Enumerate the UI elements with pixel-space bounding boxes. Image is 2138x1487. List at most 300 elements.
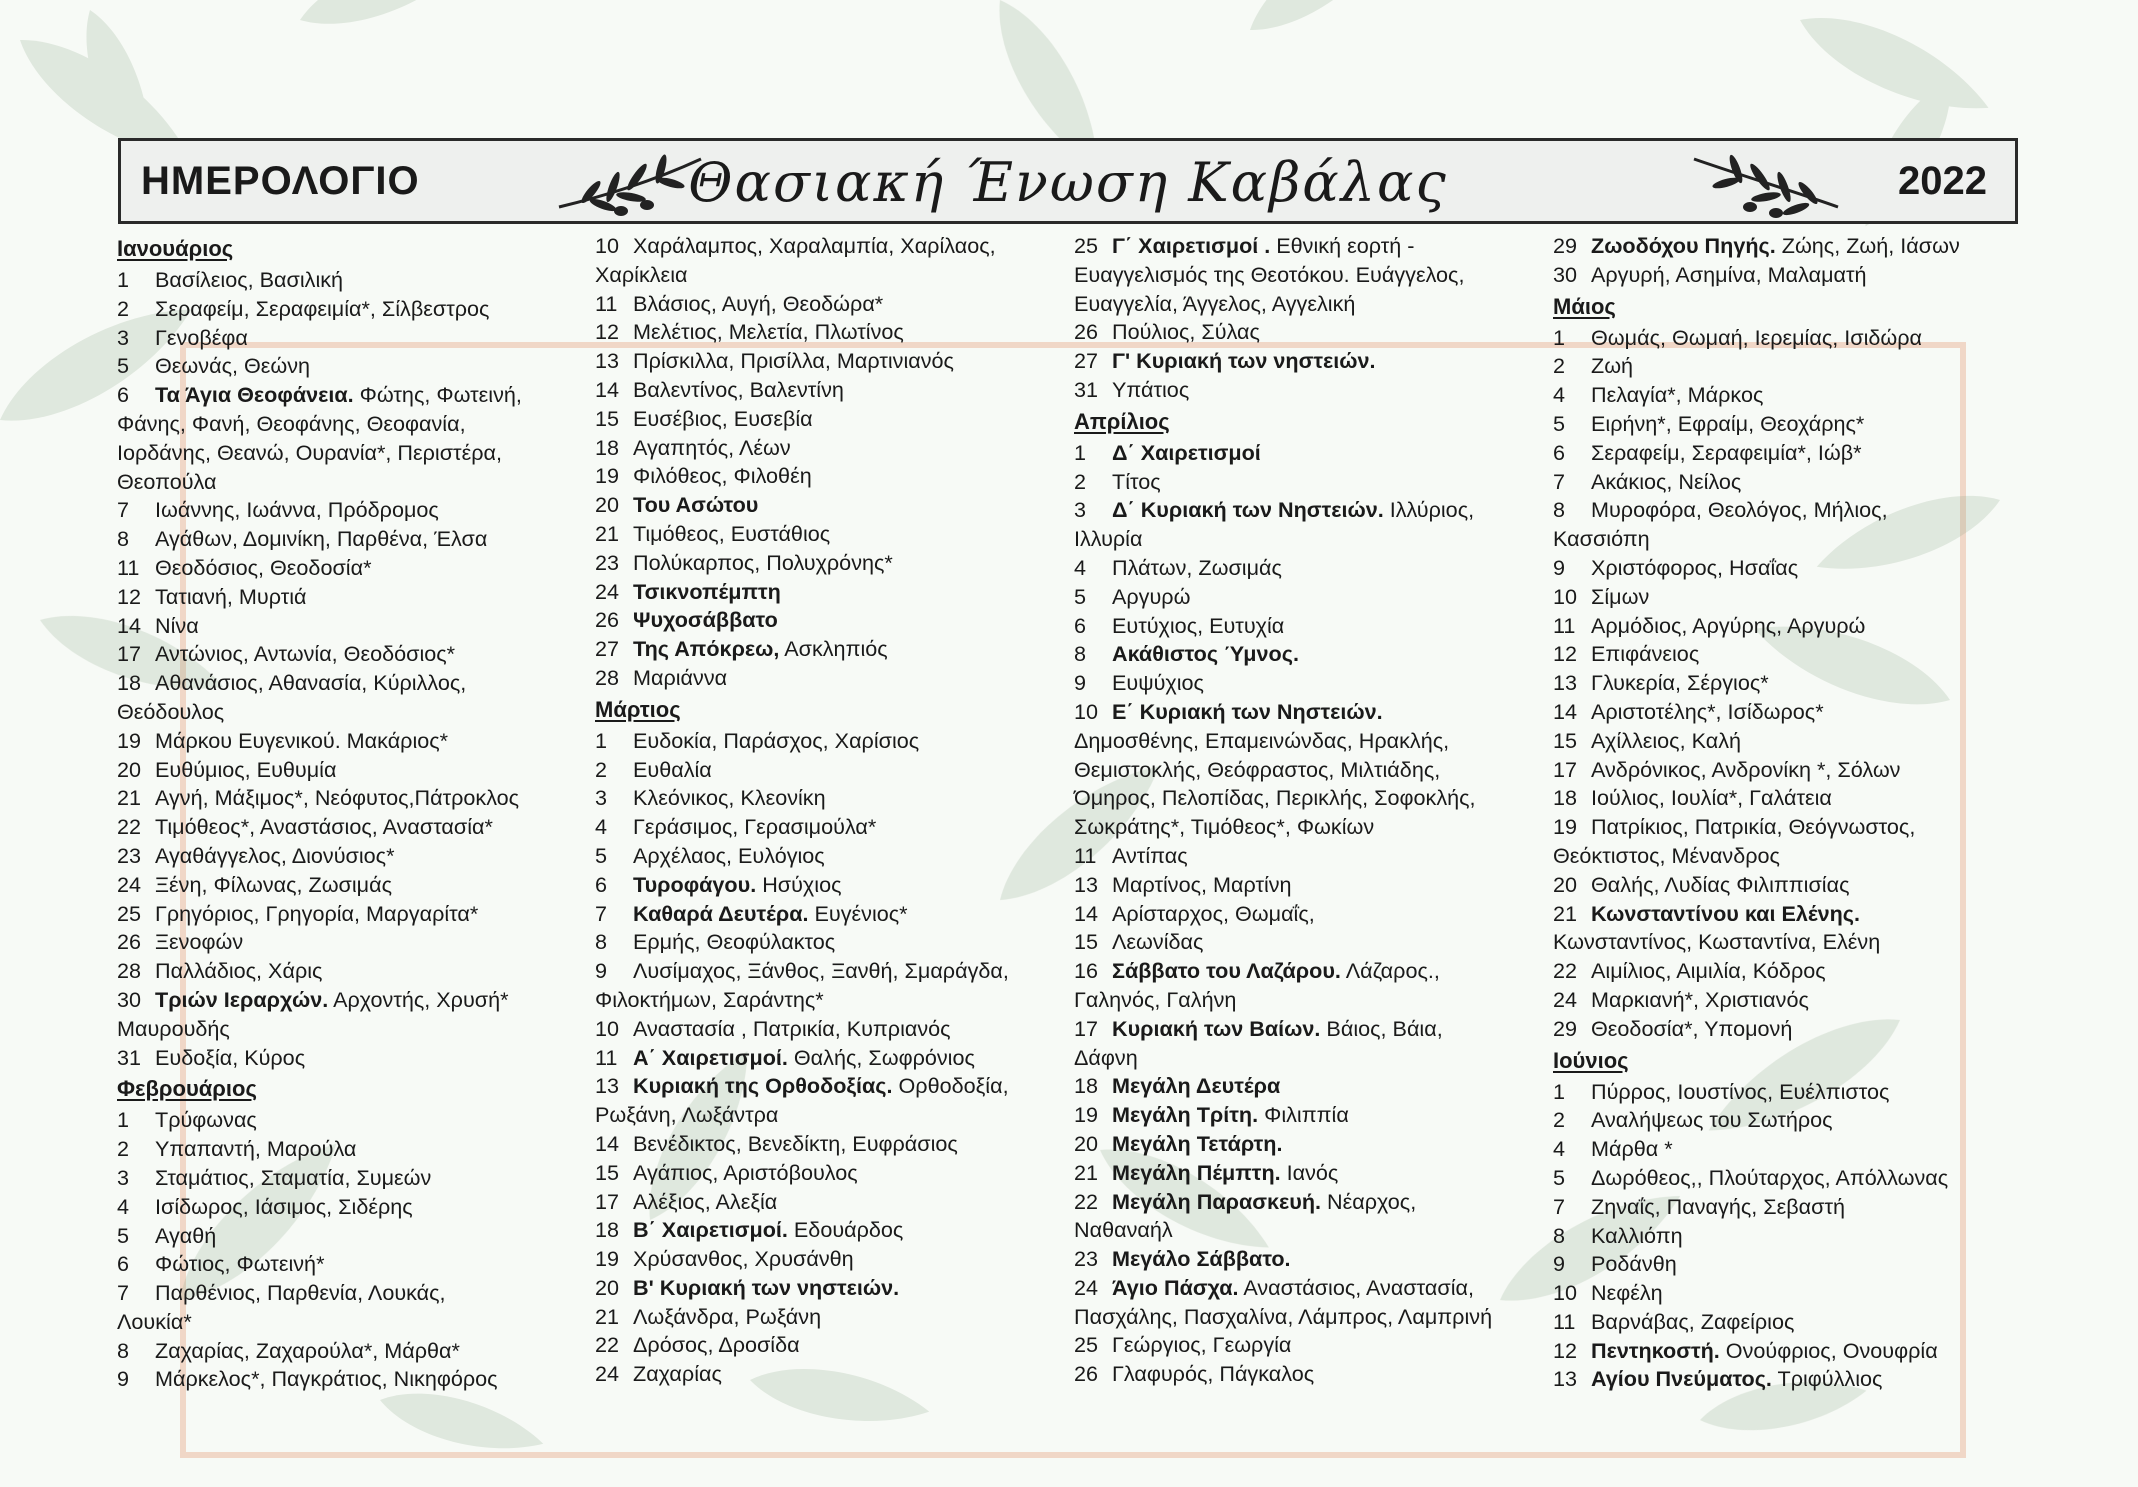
nameday-entry xyxy=(1074,727,1554,756)
names-text: Πρίσκιλλα, Πρισίλλα, Μαρτινιανός xyxy=(633,348,954,374)
names-text: Θεωνάς, Θεώνη xyxy=(155,353,311,379)
names-text: Δάφνη xyxy=(1074,1044,1138,1070)
nameday-entry xyxy=(1553,612,2033,641)
day-number: 1 xyxy=(1553,324,1566,350)
nameday-entry xyxy=(117,496,597,525)
day-number: 20 xyxy=(1553,871,1578,897)
nameday-entry xyxy=(1553,727,2033,756)
nameday-entry xyxy=(1553,439,2033,468)
calendar-label: ΗΜΕΡΟΛΟΓΙΟ xyxy=(141,159,420,203)
nameday-entry xyxy=(1074,1360,1554,1389)
names-text: Αντώνιος, Αντωνία, Θεοδόσιος* xyxy=(155,641,456,667)
day-number: 19 xyxy=(1074,1102,1099,1128)
names-text: Ευθύμιος, Ευθυμία xyxy=(155,756,337,782)
names-text: Ισίδωρος, Ιάσιμος, Σιδέρης xyxy=(155,1193,413,1219)
day-number: 6 xyxy=(1553,439,1566,465)
feast-name: Του Ασώτου xyxy=(633,492,759,518)
names-text: Επιφάνειος xyxy=(1591,641,1700,667)
names-text: Δημοσθένης, Επαμεινώνδας, Ηρακλής, xyxy=(1074,727,1450,753)
day-number: 13 xyxy=(1553,670,1578,696)
names-text: Ζωή xyxy=(1591,353,1634,379)
nameday-entry xyxy=(595,347,1075,376)
names-text: Γλαφυρός, Πάγκαλος xyxy=(1112,1361,1315,1387)
nameday-entry xyxy=(595,756,1075,785)
feast-name: Ζωοδόχου Πηγής. xyxy=(1591,233,1776,258)
names-text: Μαριάννα xyxy=(633,664,728,690)
nameday-entry xyxy=(1074,525,1554,554)
day-number: 15 xyxy=(595,405,620,431)
day-number: 1 xyxy=(117,267,130,292)
nameday-entry xyxy=(117,1250,597,1279)
nameday-entry xyxy=(1074,957,1554,986)
nameday-entry xyxy=(595,434,1075,463)
names-text: Αιμίλιος, Αιμιλία, Κόδρος xyxy=(1591,958,1826,984)
names-text: Ασκληπιός xyxy=(779,636,888,662)
feast-name: Ακάθιστος Ύμνος. xyxy=(1112,641,1299,667)
day-number: 15 xyxy=(1074,929,1099,955)
names-text: Θωμάς, Θωμαή, Ιερεμίας, Ισιδώρα xyxy=(1591,324,1923,350)
day-number: 7 xyxy=(117,1280,130,1306)
day-number: 15 xyxy=(595,1159,620,1185)
nameday-entry xyxy=(595,1130,1075,1159)
names-text: Αγαθή xyxy=(155,1222,217,1248)
nameday-entry xyxy=(595,1101,1075,1130)
day-number: 18 xyxy=(595,1217,620,1243)
day-number: 27 xyxy=(595,636,620,662)
day-number: 20 xyxy=(595,1274,620,1300)
names-text: Πύρρος, Ιουστίνος, Ευέλπιστος xyxy=(1591,1078,1890,1104)
feast-name: Καθαρά Δευτέρα. xyxy=(633,900,809,926)
names-text: Τρύφωνας xyxy=(155,1107,257,1133)
names-text: Βαλεντίνος, Βαλεντίνη xyxy=(633,376,844,402)
day-number: 14 xyxy=(117,612,142,638)
day-number: 11 xyxy=(595,290,618,316)
day-number: 5 xyxy=(595,842,608,868)
nameday-entry xyxy=(595,578,1075,607)
names-text: Εθνική εορτή - xyxy=(1270,233,1415,258)
nameday-entry xyxy=(1074,232,1554,261)
names-text: Ζώης, Ζωή, Ιάσων xyxy=(1775,233,1960,258)
nameday-entry xyxy=(595,784,1075,813)
names-text: Τριφύλλιος xyxy=(1771,1366,1883,1392)
nameday-entry xyxy=(1074,1130,1554,1159)
feast-name: Γ΄ Χαιρετισμοί . xyxy=(1112,233,1271,258)
nameday-entry xyxy=(117,1015,597,1044)
feast-name: Κυριακή της Ορθοδοξίας. xyxy=(633,1073,893,1099)
nameday-entry xyxy=(1074,439,1554,468)
feast-name: Δ΄ Χαιρετισμοί xyxy=(1112,439,1261,465)
names-text: Λάζαρος., xyxy=(1340,958,1440,984)
nameday-entry xyxy=(595,1274,1075,1303)
names-text: Ησύχιος xyxy=(756,871,842,897)
names-text: Κασσιόπη xyxy=(1553,526,1650,552)
nameday-entry xyxy=(1553,1015,2033,1044)
day-number: 9 xyxy=(1074,670,1087,696)
names-text: Αναστάσιος, Αναστασία, xyxy=(1238,1274,1474,1300)
day-number: 3 xyxy=(117,1164,130,1190)
names-text: Φιλοκτήμων, Σαράντης* xyxy=(595,986,824,1012)
nameday-entry xyxy=(117,640,597,669)
nameday-entry xyxy=(1074,698,1554,727)
names-text: Φιλόθεος, Φιλοθέη xyxy=(633,463,812,489)
nameday-entry xyxy=(595,842,1075,871)
nameday-entry xyxy=(1553,928,2033,957)
day-number: 17 xyxy=(117,641,142,667)
nameday-entry xyxy=(1074,318,1554,347)
nameday-entry xyxy=(117,1222,597,1251)
names-text: Θεοπούλα xyxy=(117,468,217,494)
day-number: 28 xyxy=(595,664,620,690)
nameday-entry xyxy=(1553,496,2033,525)
nameday-entry xyxy=(1553,232,2033,261)
nameday-entry xyxy=(595,376,1075,405)
day-number: 21 xyxy=(1553,900,1578,926)
day-number: 17 xyxy=(1074,1015,1099,1041)
day-number: 23 xyxy=(117,842,142,868)
names-text: Εδουάρδος xyxy=(787,1217,904,1243)
nameday-entry xyxy=(1074,1044,1554,1073)
day-number: 3 xyxy=(1074,497,1087,523)
names-text: Βενέδικτος, Βενεδίκτη, Ευφράσιος xyxy=(633,1130,958,1156)
day-number: 21 xyxy=(595,520,620,546)
day-number: 8 xyxy=(1553,1222,1566,1248)
day-number: 2 xyxy=(595,756,608,782)
feast-name: Ε΄ Κυριακή των Νηστειών. xyxy=(1112,698,1383,724)
nameday-entry xyxy=(1553,1106,2033,1135)
nameday-entry xyxy=(1074,496,1554,525)
names-text: Χαρίκλεια xyxy=(595,261,688,287)
nameday-entry xyxy=(1074,640,1554,669)
nameday-entry xyxy=(117,439,597,468)
day-number: 24 xyxy=(117,871,142,897)
nameday-entry xyxy=(117,1106,597,1135)
nameday-entry xyxy=(595,520,1075,549)
names-text: Μαυρουδής xyxy=(117,1015,230,1041)
day-number: 6 xyxy=(117,382,130,408)
feast-name: Γ' Κυριακή των νηστειών. xyxy=(1112,348,1376,374)
day-number: 21 xyxy=(117,785,142,811)
names-text: Ξενοφών xyxy=(155,929,244,955)
nameday-entry xyxy=(1553,381,2033,410)
names-text: Σεραφείμ, Σεραφειμία*, Σίλβεστρος xyxy=(155,295,490,321)
calendar-year: 2022 xyxy=(1898,159,1987,203)
day-number: 28 xyxy=(117,958,142,984)
names-text: Ροδάνθη xyxy=(1591,1251,1677,1277)
nameday-entry xyxy=(1074,756,1554,785)
names-text: Αρχοντής, Χρυσή* xyxy=(328,986,509,1012)
nameday-entry xyxy=(1553,1135,2033,1164)
day-number: 5 xyxy=(1553,410,1566,436)
month-heading: Μάρτιος xyxy=(595,696,681,722)
day-number: 1 xyxy=(117,1107,130,1133)
names-text: Λυσίμαχος, Ξάνθος, Ξανθή, Σμαράγδα, xyxy=(633,958,1009,984)
nameday-entry xyxy=(595,232,1075,261)
nameday-entry xyxy=(1553,957,2033,986)
day-number: 27 xyxy=(1074,348,1099,374)
day-number: 11 xyxy=(1553,1308,1576,1334)
nameday-entry xyxy=(1074,813,1554,842)
organization-title: Θασιακή Ένωση Καβάλας xyxy=(688,151,1448,214)
day-number: 2 xyxy=(117,295,130,321)
nameday-entry xyxy=(1553,1222,2033,1251)
nameday-entry xyxy=(1074,376,1554,405)
nameday-entry xyxy=(595,664,1075,693)
nameday-entry xyxy=(117,1308,597,1337)
day-number: 19 xyxy=(595,1246,620,1272)
nameday-entry xyxy=(117,324,597,353)
names-text: Σωκράτης*, Τιμόθεος*, Φωκίων xyxy=(1074,814,1375,840)
names-text: Μάρθα * xyxy=(1591,1136,1673,1162)
nameday-entry xyxy=(1553,1279,2033,1308)
nameday-entry xyxy=(117,900,597,929)
nameday-entry xyxy=(595,1303,1075,1332)
names-text: Ακάκιος, Νείλος xyxy=(1591,468,1742,494)
nameday-entry xyxy=(595,549,1075,578)
nameday-entry xyxy=(595,1245,1075,1274)
feast-name: Μεγάλη Παρασκευή. xyxy=(1112,1188,1322,1214)
day-number: 23 xyxy=(595,549,620,575)
names-text: Λουκία* xyxy=(117,1308,192,1334)
nameday-entry xyxy=(595,405,1075,434)
nameday-entry xyxy=(595,635,1075,664)
nameday-entry xyxy=(1553,871,2033,900)
month-heading: Φεβρουάριος xyxy=(117,1076,257,1102)
nameday-entry xyxy=(117,1279,597,1308)
day-number: 26 xyxy=(595,607,620,633)
nameday-entry xyxy=(117,871,597,900)
day-number: 12 xyxy=(595,319,620,345)
nameday-entry xyxy=(1074,468,1554,497)
feast-name: Σάββατο του Λαζάρου. xyxy=(1112,958,1341,984)
day-number: 30 xyxy=(117,986,142,1012)
names-text: Θεοδοσία*, Υπομονή xyxy=(1591,1015,1793,1041)
day-number: 11 xyxy=(595,1044,618,1070)
nameday-entry xyxy=(595,290,1075,319)
day-number: 25 xyxy=(117,900,142,926)
names-text: Τιμόθεος*, Αναστάσιος, Αναστασία* xyxy=(155,814,493,840)
names-text: Αρμόδιος, Αργύρης, Αργυρώ xyxy=(1591,612,1866,638)
names-text: Ιωάννης, Ιωάννα, Πρόδρομος xyxy=(155,497,439,523)
nameday-entry xyxy=(117,1365,597,1394)
day-number: 31 xyxy=(117,1044,142,1070)
day-number: 18 xyxy=(1553,785,1578,811)
names-text: Μελέτιος, Μελετία, Πλωτίνος xyxy=(633,319,904,345)
nameday-entry xyxy=(1553,784,2033,813)
nameday-entry xyxy=(595,261,1075,290)
nameday-entry xyxy=(595,491,1075,520)
nameday-entry xyxy=(1074,261,1554,290)
nameday-entry xyxy=(1074,583,1554,612)
nameday-entry xyxy=(1074,1303,1554,1332)
feast-name: Κωνσταντίνου και Ελένης. xyxy=(1591,900,1861,926)
names-text: Νέαρχος, xyxy=(1321,1188,1417,1214)
nameday-entry xyxy=(1074,928,1554,957)
names-text: Αργυρώ xyxy=(1112,583,1191,609)
feast-name: Της Απόκρεω, xyxy=(633,636,780,662)
nameday-entry xyxy=(1074,347,1554,376)
day-number: 1 xyxy=(595,727,608,753)
nameday-entry xyxy=(595,986,1075,1015)
day-number: 9 xyxy=(1553,1251,1566,1277)
names-text: Ερμής, Θεοφύλακτος xyxy=(633,929,836,955)
nameday-entry xyxy=(1553,468,2033,497)
names-text: Ζαχαρίας, Ζαχαρούλα*, Μάρθα* xyxy=(155,1337,460,1363)
olive-branch-icon xyxy=(1686,147,1846,221)
nameday-entry xyxy=(595,1360,1075,1389)
day-number: 22 xyxy=(117,814,142,840)
day-number: 18 xyxy=(1074,1073,1099,1099)
names-text: Ανδρόνικος, Ανδρονίκη *, Σόλων xyxy=(1591,756,1901,782)
day-number: 6 xyxy=(117,1251,130,1277)
day-number: 7 xyxy=(1553,1193,1566,1219)
feast-name: Μεγάλη Τρίτη. xyxy=(1112,1102,1259,1128)
nameday-entry xyxy=(1553,1193,2033,1222)
day-number: 10 xyxy=(1553,583,1578,609)
names-text: Φώτιος, Φωτεινή* xyxy=(155,1251,325,1277)
day-number: 3 xyxy=(117,324,130,350)
names-text: Ευσέβιος, Ευσεβία xyxy=(633,405,813,431)
day-number: 9 xyxy=(117,1366,130,1392)
day-number: 13 xyxy=(1074,871,1099,897)
names-text: Μάρκελος*, Παγκράτιος, Νικηφόρος xyxy=(155,1366,498,1392)
names-text: Ειρήνη*, Εφραίμ, Θεοχάρης* xyxy=(1591,410,1865,436)
feast-name: Τσικνοπέμπτη xyxy=(633,578,781,604)
day-number: 1 xyxy=(1553,1078,1566,1104)
names-text: Λεωνίδας xyxy=(1112,929,1204,955)
nameday-entry xyxy=(117,468,597,497)
nameday-entry xyxy=(1553,1250,2033,1279)
nameday-entry xyxy=(1553,1365,2033,1394)
day-number: 19 xyxy=(117,727,142,753)
day-number: 18 xyxy=(117,670,142,696)
names-text: Παλλάδιος, Χάρις xyxy=(155,958,323,984)
day-number: 5 xyxy=(1553,1164,1566,1190)
day-number: 2 xyxy=(1074,468,1087,494)
day-number: 24 xyxy=(1074,1274,1099,1300)
names-text: Σίμων xyxy=(1591,583,1650,609)
day-number: 2 xyxy=(1553,1107,1566,1133)
nameday-entry xyxy=(595,1159,1075,1188)
nameday-entry xyxy=(117,1044,597,1073)
feast-name: Μεγάλο Σάββατο. xyxy=(1112,1246,1291,1272)
names-text: Χριστόφορος, Ησαΐας xyxy=(1591,554,1799,580)
day-number: 8 xyxy=(595,929,608,955)
names-text: Βαρνάβας, Ζαφείριος xyxy=(1591,1308,1795,1334)
names-text: Ιλλύριος, xyxy=(1383,497,1475,523)
day-number: 16 xyxy=(1074,958,1099,984)
day-number: 8 xyxy=(1553,497,1566,523)
names-text: Αθανάσιος, Αθανασία, Κύριλλος, xyxy=(155,670,467,696)
names-text: Σταμάτιος, Σταματία, Συμεών xyxy=(155,1164,432,1190)
names-text: Ορθοδοξία, xyxy=(892,1073,1009,1099)
nameday-entry xyxy=(117,1337,597,1366)
nameday-entry xyxy=(1553,583,2033,612)
names-text: Γρηγόριος, Γρηγορία, Μαργαρίτα* xyxy=(155,900,479,926)
day-number: 7 xyxy=(595,900,608,926)
day-number: 11 xyxy=(1074,842,1097,868)
nameday-entry xyxy=(117,554,597,583)
feast-name: Α΄ Χαιρετισμοί. xyxy=(633,1044,788,1070)
day-number: 22 xyxy=(1074,1188,1099,1214)
nameday-entry xyxy=(595,813,1075,842)
nameday-entry xyxy=(1074,290,1554,319)
feast-name: Πεντηκοστή. xyxy=(1591,1337,1720,1363)
nameday-entry xyxy=(117,266,597,295)
names-text: Αλέξιος, Αλεξία xyxy=(633,1188,778,1214)
names-text: Γαληνός, Γαλήνη xyxy=(1074,986,1237,1012)
names-text: Αριστοτέλης*, Ισίδωρος* xyxy=(1591,698,1824,724)
names-text: Σεραφείμ, Σεραφειμία*, Ιώβ* xyxy=(1591,439,1862,465)
day-number: 20 xyxy=(595,492,620,518)
day-number: 7 xyxy=(1553,468,1566,494)
nameday-entry xyxy=(117,813,597,842)
names-text: Βάιος, Βάια, xyxy=(1320,1015,1443,1041)
names-text: Ζαχαρίας xyxy=(633,1361,722,1387)
day-number: 4 xyxy=(1553,1136,1566,1162)
nameday-entry xyxy=(1074,871,1554,900)
nameday-entry xyxy=(595,900,1075,929)
nameday-entry xyxy=(1074,842,1554,871)
feast-name: Μεγάλη Πέμπτη. xyxy=(1112,1159,1281,1185)
day-number: 17 xyxy=(595,1188,620,1214)
names-text: Ιορδάνης, Θεανώ, Ουρανία*, Περιστέρα, xyxy=(117,439,502,465)
nameday-entry xyxy=(117,928,597,957)
nameday-entry xyxy=(1074,669,1554,698)
nameday-entry xyxy=(595,1331,1075,1360)
names-text: Τατιανή, Μυρτιά xyxy=(155,583,307,609)
day-number: 22 xyxy=(595,1332,620,1358)
nameday-entry xyxy=(1074,1331,1554,1360)
nameday-entry xyxy=(595,318,1075,347)
names-text: Ιλλυρία xyxy=(1074,526,1143,552)
day-number: 14 xyxy=(595,1130,620,1156)
day-number: 1 xyxy=(1074,439,1087,465)
day-number: 13 xyxy=(595,1073,620,1099)
names-text: Ευγένιος* xyxy=(808,900,908,926)
nameday-entry xyxy=(595,606,1075,635)
day-number: 19 xyxy=(595,463,620,489)
nameday-entry xyxy=(595,928,1075,957)
day-number: 9 xyxy=(1553,554,1566,580)
day-number: 14 xyxy=(1074,900,1099,926)
feast-name: Αγίου Πνεύματος. xyxy=(1591,1366,1772,1392)
nameday-entry xyxy=(595,1044,1075,1073)
names-text: Παρθένιος, Παρθενία, Λουκάς, xyxy=(155,1280,446,1306)
names-text: Τιμόθεος, Ευστάθιος xyxy=(633,520,831,546)
names-text: Θεόδουλος xyxy=(117,698,225,724)
day-number: 29 xyxy=(1553,233,1578,258)
month-heading: Απρίλιος xyxy=(1074,408,1170,434)
nameday-entry xyxy=(117,583,597,612)
day-number: 4 xyxy=(117,1193,130,1219)
day-number: 11 xyxy=(1553,612,1576,638)
names-text: Νίνα xyxy=(155,612,199,638)
day-number: 2 xyxy=(117,1136,130,1162)
nameday-entry xyxy=(1553,756,2033,785)
nameday-entry xyxy=(595,727,1075,756)
feast-name: Β΄ Χαιρετισμοί. xyxy=(633,1217,788,1243)
nameday-entry xyxy=(595,871,1075,900)
names-text: Ευδοξία, Κύρος xyxy=(155,1044,306,1070)
feast-name: Μεγάλη Δευτέρα xyxy=(1112,1073,1281,1099)
names-text: Αχίλλειος, Καλή xyxy=(1591,727,1742,753)
names-text: Ρωξάνη, Λωξάντρα xyxy=(595,1102,779,1128)
day-number: 6 xyxy=(595,871,608,897)
names-text: Ευδοκία, Παράσχος, Χαρίσιος xyxy=(633,727,920,753)
names-text: Πλάτων, Ζωσιμάς xyxy=(1112,554,1282,580)
day-number: 2 xyxy=(1553,353,1566,379)
nameday-entry xyxy=(595,1188,1075,1217)
